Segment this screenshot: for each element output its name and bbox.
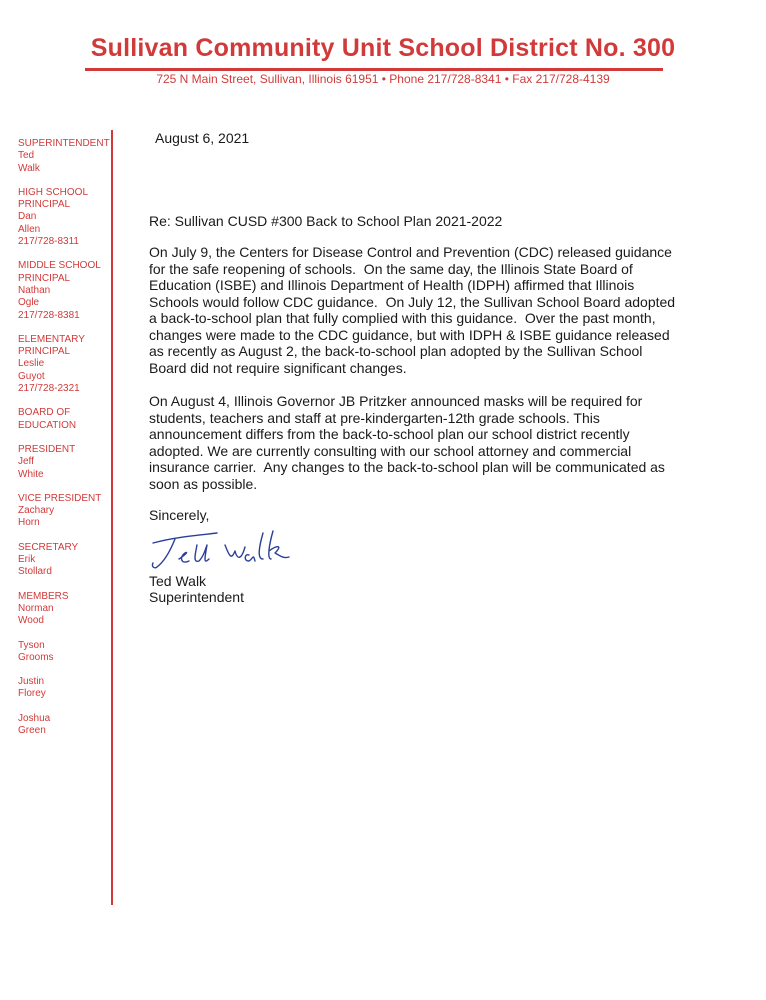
sidebar-group	[18, 334, 113, 395]
sidebar-text: Ogle	[18, 297, 40, 309]
paragraph-line: a back-to-school plan that fully complied with this guidance. Over the past month,	[149, 310, 656, 326]
sidebar-text: Nathan	[18, 284, 51, 296]
staff-sidebar	[18, 138, 113, 749]
paragraph-1	[149, 244, 676, 376]
sidebar-text: Leslie	[18, 358, 45, 370]
sidebar-group	[18, 640, 113, 665]
sidebar-text: Norman	[18, 602, 54, 614]
sidebar-heading: MIDDLE SCHOOL	[18, 260, 101, 272]
sidebar-heading: ELEMENTARY	[18, 333, 85, 345]
handwritten-signature	[145, 515, 305, 575]
paragraph-line: Education (ISBE) and Illinois Department of Health (IDPH) affirmed that Illinois	[149, 277, 635, 293]
sidebar-group	[18, 493, 113, 530]
sidebar-text: Grooms	[18, 651, 54, 663]
sidebar-group	[18, 676, 113, 701]
sidebar-text: Walk	[18, 162, 40, 174]
sidebar-text: PRINCIPAL	[18, 346, 71, 358]
sidebar-text: Erik	[18, 554, 36, 566]
sidebar-text: 217/728-8381	[18, 309, 80, 321]
sidebar-group	[18, 187, 113, 248]
sidebar-text: Green	[18, 724, 46, 736]
sidebar-text: 217/728-8311	[18, 236, 79, 248]
sidebar-heading: MEMBERS	[18, 590, 69, 602]
sidebar-text: Zachary	[18, 505, 55, 517]
sidebar-text: Horn	[18, 517, 40, 529]
letter-date: August 6, 2021	[155, 130, 250, 146]
sidebar-text: PRINCIPAL	[18, 272, 71, 284]
paragraph-line: for the safe reopening of schools. On the same day, the Illinois State Board of	[149, 260, 633, 277]
sidebar-group	[18, 407, 113, 432]
sidebar-heading: PRESIDENT	[18, 443, 76, 455]
paragraph-line: Schools would follow CDC guidance. On July 12, the Sullivan School Board adopted	[149, 293, 676, 310]
paragraph-line: changes were made to the CDC guidance, but with IDPH & ISBE guidance released	[149, 326, 670, 343]
sidebar-text: Guyot	[18, 370, 45, 382]
sidebar-text: Stollard	[18, 566, 52, 578]
paragraph-line: On July 9, the Centers for Disease Control and Prevention (CDC) released guidance	[149, 244, 672, 260]
sidebar-heading: VICE PRESIDENT	[18, 492, 102, 504]
sidebar-group	[18, 444, 113, 481]
sidebar-group	[18, 591, 113, 628]
sidebar-text: EDUCATION	[18, 419, 77, 431]
sidebar-heading: HIGH SCHOOL	[18, 186, 89, 198]
sidebar-heading: SUPERINTENDENT	[18, 138, 110, 149]
sidebar-heading: SECRETARY	[18, 541, 79, 553]
paragraph-line: Board did not require significant changes.	[149, 359, 407, 376]
sidebar-text: Ted	[18, 150, 35, 162]
sidebar-heading: BOARD OF	[18, 407, 71, 419]
sidebar-text: Tyson	[18, 639, 45, 651]
sidebar-text: Justin	[18, 676, 45, 688]
paragraph-line: insurance carrier. Any changes to the back-to-school plan will be communicated as	[149, 459, 665, 475]
paragraph-line: On August 4, Illinois Governor JB Pritzker announced masks will be required for	[149, 393, 643, 409]
sidebar-group	[18, 713, 113, 738]
sidebar-text: White	[18, 468, 44, 480]
paragraph-line: soon as possible.	[149, 475, 258, 492]
sidebar-text: Dan	[18, 211, 37, 223]
letterhead-title: Sullivan Community Unit School District No. 300	[90, 34, 676, 62]
paragraph-line: announcement differs from the back-to-school plan our school district recently	[149, 426, 630, 442]
sidebar-text: Joshua	[18, 712, 51, 724]
sidebar-text: Wood	[18, 615, 44, 627]
paragraph-2	[149, 393, 669, 492]
sidebar-text: PRINCIPAL	[18, 199, 71, 211]
signature-title: Superintendent	[149, 589, 244, 605]
letterhead-divider	[85, 68, 663, 71]
sidebar-group	[18, 260, 113, 321]
sidebar-text: Jeff	[18, 456, 34, 468]
sidebar-text: 217/728-2321	[18, 383, 80, 395]
subject-line: Re: Sullivan CUSD #300 Back to School Plan 2021-2022	[149, 213, 503, 229]
letterhead-address: 725 N Main Street, Sullivan, Illinois 61951 • Phone 217/728-8341 • Fax 217/728-4139	[156, 72, 610, 86]
paragraph-line: students, teachers and staff at pre-kindergarten-12th grade schools. This	[149, 409, 600, 426]
paragraph-line: adopted. We are currently consulting with our school attorney and commercial	[149, 442, 632, 459]
sidebar-text: Florey	[18, 688, 46, 700]
signature-name: Ted Walk	[149, 573, 207, 589]
closing: Sincerely,	[149, 507, 210, 523]
sidebar-group	[18, 542, 113, 579]
sidebar-group	[18, 138, 113, 175]
paragraph-line: as recently as August 2, the back-to-school plan adopted by the Sullivan School	[149, 343, 643, 359]
sidebar-text: Allen	[18, 223, 41, 235]
